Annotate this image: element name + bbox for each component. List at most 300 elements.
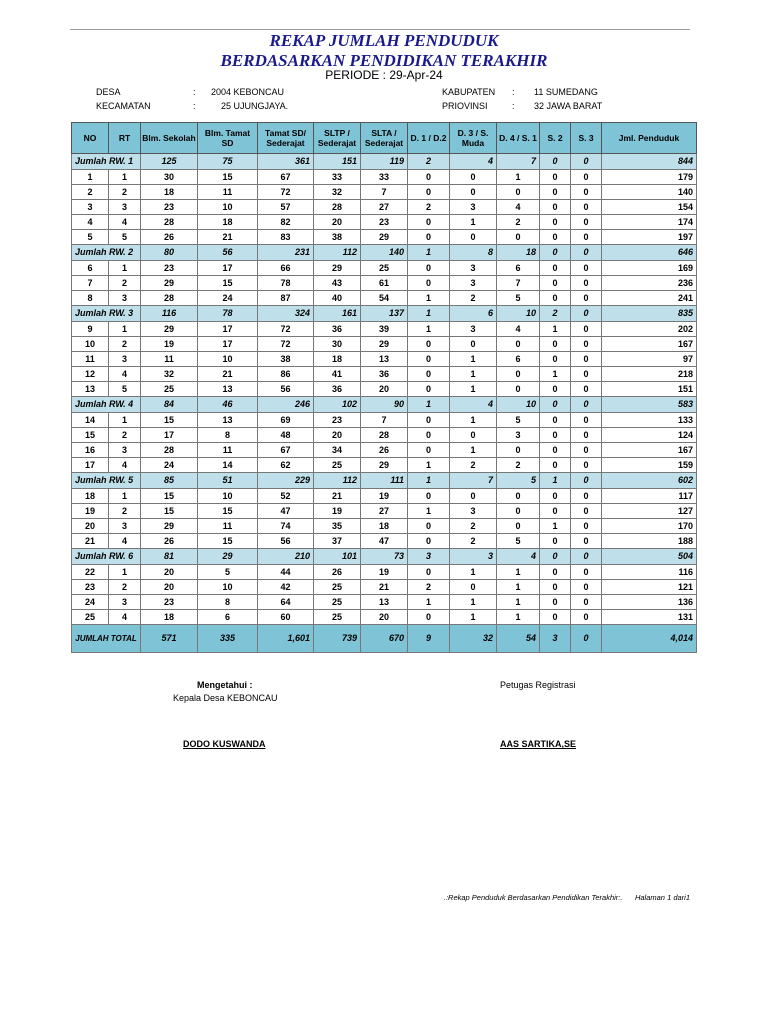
table-cell: 0 <box>571 382 602 397</box>
table-cell: 27 <box>361 200 408 215</box>
table-cell: 0 <box>497 382 540 397</box>
table-cell: 1 <box>450 610 497 625</box>
table-cell: 0 <box>540 580 571 595</box>
rw-subtotal-cell: 10 <box>497 397 540 413</box>
rw-subtotal-cell: 102 <box>314 397 361 413</box>
table-cell: 167 <box>602 337 697 352</box>
table-cell: 13 <box>198 382 258 397</box>
table-cell: 0 <box>540 200 571 215</box>
rw-subtotal-label: Jumlah RW. 5 <box>72 473 141 489</box>
grand-total-row <box>72 625 697 653</box>
rw-subtotal-row <box>72 397 697 413</box>
page-footer <box>380 893 690 902</box>
table-cell: 0 <box>497 519 540 534</box>
table-cell: 15 <box>141 504 198 519</box>
table-cell: 24 <box>141 458 198 473</box>
table-cell: 23 <box>314 413 361 428</box>
table-cell: 0 <box>450 185 497 200</box>
table-cell: 13 <box>361 595 408 610</box>
table-row <box>72 276 697 291</box>
report-title-line2: BERDASARKAN PENDIDIKAN TERAKHIR <box>220 51 548 70</box>
table-cell: 0 <box>540 352 571 367</box>
table-cell: 41 <box>314 367 361 382</box>
table-cell: 11 <box>198 185 258 200</box>
table-cell: 18 <box>361 519 408 534</box>
table-cell: 3 <box>109 352 141 367</box>
table-cell: 11 <box>198 519 258 534</box>
footer-text: .:Rekap Penduduk Berdasarkan Pendidikan Terakhir:. <box>443 893 623 902</box>
table-cell: 28 <box>314 200 361 215</box>
grand-total-cell: 335 <box>198 625 258 653</box>
rw-subtotal-cell: 137 <box>361 306 408 322</box>
table-cell: 16 <box>72 443 109 458</box>
table-cell: 0 <box>497 504 540 519</box>
table-cell: 29 <box>141 276 198 291</box>
table-cell: 5 <box>109 230 141 245</box>
table-cell: 29 <box>141 519 198 534</box>
table-cell: 0 <box>540 534 571 549</box>
table-cell: 25 <box>314 595 361 610</box>
table-cell: 0 <box>450 489 497 504</box>
table-cell: 21 <box>361 580 408 595</box>
table-cell: 0 <box>408 489 450 504</box>
table-cell: 7 <box>72 276 109 291</box>
table-cell: 0 <box>540 170 571 185</box>
table-cell: 72 <box>258 322 314 337</box>
table-cell: 9 <box>72 322 109 337</box>
table-row <box>72 337 697 352</box>
table-cell: 5 <box>497 534 540 549</box>
table-cell: 32 <box>141 367 198 382</box>
table-cell: 7 <box>361 413 408 428</box>
table-cell: 21 <box>198 230 258 245</box>
table-cell: 20 <box>314 215 361 230</box>
rw-subtotal-label: Jumlah RW. 1 <box>72 154 141 170</box>
table-cell: 6 <box>497 261 540 276</box>
table-cell: 36 <box>314 322 361 337</box>
table-cell: 0 <box>408 261 450 276</box>
table-cell: 0 <box>540 276 571 291</box>
table-cell: 0 <box>450 230 497 245</box>
periode-value: 29-Apr-24 <box>389 68 443 82</box>
rw-subtotal-cell: 4 <box>497 549 540 565</box>
provinsi-label: PRIOVINSI <box>442 101 488 111</box>
table-cell: 97 <box>602 352 697 367</box>
table-cell: 1 <box>497 170 540 185</box>
rw-subtotal-cell: 4 <box>450 397 497 413</box>
table-cell: 10 <box>198 352 258 367</box>
table-cell: 0 <box>497 367 540 382</box>
table-cell: 0 <box>408 276 450 291</box>
table-cell: 2 <box>109 276 141 291</box>
desa-colon: : <box>193 87 196 97</box>
table-cell: 0 <box>571 185 602 200</box>
table-cell: 3 <box>109 595 141 610</box>
table-cell: 40 <box>314 291 361 306</box>
table-cell: 0 <box>540 185 571 200</box>
table-cell: 29 <box>361 458 408 473</box>
table-cell: 1 <box>450 367 497 382</box>
table-cell: 19 <box>72 504 109 519</box>
table-cell: 23 <box>361 215 408 230</box>
table-row <box>72 504 697 519</box>
table-cell: 6 <box>497 352 540 367</box>
rw-subtotal-cell: 835 <box>602 306 697 322</box>
table-cell: 4 <box>109 610 141 625</box>
table-cell: 30 <box>314 337 361 352</box>
rw-subtotal-cell: 101 <box>314 549 361 565</box>
rekap-table <box>71 122 697 653</box>
table-cell: 26 <box>141 534 198 549</box>
col-header: SLTP / Sederajat <box>314 123 361 154</box>
table-cell: 0 <box>540 230 571 245</box>
table-cell: 0 <box>571 428 602 443</box>
table-cell: 47 <box>361 534 408 549</box>
table-cell: 2 <box>109 337 141 352</box>
table-cell: 72 <box>258 337 314 352</box>
table-cell: 57 <box>258 200 314 215</box>
table-cell: 1 <box>497 595 540 610</box>
petugas-name: AAS SARTIKA,SE <box>500 739 577 749</box>
table-cell: 14 <box>198 458 258 473</box>
rw-subtotal-cell: 80 <box>141 245 198 261</box>
table-row <box>72 413 697 428</box>
table-cell: 0 <box>540 610 571 625</box>
table-cell: 0 <box>571 504 602 519</box>
table-cell: 2 <box>109 185 141 200</box>
table-cell: 1 <box>450 413 497 428</box>
table-cell: 2 <box>497 215 540 230</box>
table-cell: 25 <box>361 261 408 276</box>
table-cell: 23 <box>141 595 198 610</box>
table-cell: 29 <box>141 322 198 337</box>
table-cell: 15 <box>198 170 258 185</box>
periode <box>0 68 768 82</box>
rw-subtotal-cell: 10 <box>497 306 540 322</box>
table-cell: 179 <box>602 170 697 185</box>
table-cell: 19 <box>361 489 408 504</box>
table-cell: 0 <box>571 580 602 595</box>
col-header: S. 3 <box>571 123 602 154</box>
table-cell: 18 <box>72 489 109 504</box>
rw-subtotal-cell: 116 <box>141 306 198 322</box>
table-cell: 56 <box>258 382 314 397</box>
table-cell: 0 <box>408 443 450 458</box>
table-cell: 24 <box>198 291 258 306</box>
provinsi-value: 32 JAWA BARAT <box>534 101 603 111</box>
table-cell: 37 <box>314 534 361 549</box>
table-cell: 3 <box>450 504 497 519</box>
table-cell: 0 <box>540 337 571 352</box>
table-cell: 2 <box>109 580 141 595</box>
grand-total-cell: 670 <box>361 625 408 653</box>
table-cell: 3 <box>109 519 141 534</box>
table-cell: 25 <box>72 610 109 625</box>
rw-subtotal-row <box>72 473 697 489</box>
table-cell: 0 <box>540 443 571 458</box>
table-cell: 26 <box>141 230 198 245</box>
rw-subtotal-cell: 125 <box>141 154 198 170</box>
table-cell: 0 <box>408 382 450 397</box>
col-header: Tamat SD/ Sederajat <box>258 123 314 154</box>
table-cell: 3 <box>450 322 497 337</box>
table-cell: 0 <box>571 458 602 473</box>
table-cell: 24 <box>72 595 109 610</box>
table-cell: 1 <box>408 322 450 337</box>
table-cell: 1 <box>497 580 540 595</box>
table-cell: 25 <box>314 580 361 595</box>
table-cell: 1 <box>450 595 497 610</box>
rw-subtotal-cell: 602 <box>602 473 697 489</box>
table-cell: 0 <box>571 519 602 534</box>
grand-total-label: JUMLAH TOTAL <box>72 625 141 653</box>
petugas-role: Petugas Registrasi <box>500 680 576 690</box>
table-cell: 0 <box>497 337 540 352</box>
table-cell: 10 <box>72 337 109 352</box>
table-cell: 4 <box>72 215 109 230</box>
rw-subtotal-cell: 151 <box>314 154 361 170</box>
table-cell: 0 <box>408 170 450 185</box>
rw-subtotal-cell: 844 <box>602 154 697 170</box>
table-cell: 29 <box>314 261 361 276</box>
table-cell: 17 <box>141 428 198 443</box>
kabupaten-label: KABUPATEN <box>442 87 496 97</box>
table-cell: 1 <box>109 489 141 504</box>
col-header: Blm. Sekolah <box>141 123 198 154</box>
table-cell: 15 <box>198 534 258 549</box>
table-cell: 17 <box>198 261 258 276</box>
table-row <box>72 458 697 473</box>
table-cell: 87 <box>258 291 314 306</box>
table-row <box>72 489 697 504</box>
table-cell: 0 <box>540 595 571 610</box>
table-cell: 1 <box>408 595 450 610</box>
table-cell: 2 <box>109 428 141 443</box>
table-cell: 2 <box>72 185 109 200</box>
table-cell: 0 <box>497 443 540 458</box>
table-cell: 3 <box>450 276 497 291</box>
rw-subtotal-row <box>72 306 697 322</box>
table-cell: 0 <box>408 337 450 352</box>
table-cell: 116 <box>602 565 697 580</box>
rw-subtotal-cell: 119 <box>361 154 408 170</box>
table-cell: 12 <box>72 367 109 382</box>
table-cell: 2 <box>450 291 497 306</box>
rw-subtotal-row <box>72 549 697 565</box>
rw-subtotal-label: Jumlah RW. 3 <box>72 306 141 322</box>
table-cell: 28 <box>141 215 198 230</box>
col-header: Blm. Tamat SD <box>198 123 258 154</box>
rw-subtotal-cell: 646 <box>602 245 697 261</box>
table-cell: 1 <box>450 443 497 458</box>
rw-subtotal-cell: 0 <box>540 154 571 170</box>
grand-total-cell: 1,601 <box>258 625 314 653</box>
table-cell: 17 <box>198 337 258 352</box>
table-cell: 2 <box>109 504 141 519</box>
table-cell: 13 <box>361 352 408 367</box>
table-cell: 13 <box>198 413 258 428</box>
report-title-line1: REKAP JUMLAH PENDUDUK <box>269 31 499 50</box>
table-cell: 0 <box>571 170 602 185</box>
desa-value: 2004 KEBONCAU <box>211 87 285 97</box>
table-cell: 33 <box>361 170 408 185</box>
table-row <box>72 428 697 443</box>
table-cell: 48 <box>258 428 314 443</box>
table-cell: 23 <box>141 200 198 215</box>
table-row <box>72 443 697 458</box>
rw-subtotal-cell: 75 <box>198 154 258 170</box>
table-cell: 1 <box>408 458 450 473</box>
periode-label: PERIODE : <box>325 68 386 82</box>
table-cell: 2 <box>408 200 450 215</box>
table-cell: 0 <box>540 428 571 443</box>
rw-subtotal-cell: 84 <box>141 397 198 413</box>
rw-subtotal-cell: 4 <box>450 154 497 170</box>
rw-subtotal-cell: 1 <box>408 306 450 322</box>
col-header: D. 3 / S. Muda <box>450 123 497 154</box>
rw-subtotal-label: Jumlah RW. 4 <box>72 397 141 413</box>
table-cell: 0 <box>540 261 571 276</box>
table-cell: 15 <box>198 276 258 291</box>
table-cell: 18 <box>314 352 361 367</box>
rw-subtotal-cell: 81 <box>141 549 198 565</box>
table-cell: 218 <box>602 367 697 382</box>
table-cell: 11 <box>72 352 109 367</box>
table-row <box>72 322 697 337</box>
table-cell: 3 <box>497 428 540 443</box>
table-cell: 14 <box>72 413 109 428</box>
table-cell: 121 <box>602 580 697 595</box>
rw-subtotal-cell: 0 <box>571 154 602 170</box>
table-cell: 22 <box>72 565 109 580</box>
table-cell: 67 <box>258 170 314 185</box>
table-cell: 5 <box>198 565 258 580</box>
kepala-desa-role: Kepala Desa KEBONCAU <box>173 693 278 703</box>
table-cell: 0 <box>540 413 571 428</box>
table-cell: 0 <box>540 458 571 473</box>
table-cell: 0 <box>571 337 602 352</box>
table-cell: 1 <box>540 519 571 534</box>
table-cell: 6 <box>198 610 258 625</box>
table-cell: 38 <box>314 230 361 245</box>
table-row <box>72 382 697 397</box>
table-header-row <box>72 123 697 154</box>
table-cell: 18 <box>198 215 258 230</box>
table-cell: 11 <box>141 352 198 367</box>
rw-subtotal-cell: 361 <box>258 154 314 170</box>
table-cell: 25 <box>314 610 361 625</box>
table-cell: 29 <box>361 337 408 352</box>
table-cell: 20 <box>141 565 198 580</box>
rw-subtotal-cell: 0 <box>571 306 602 322</box>
table-cell: 19 <box>141 337 198 352</box>
table-cell: 1 <box>450 382 497 397</box>
grand-total-cell: 0 <box>571 625 602 653</box>
table-cell: 15 <box>141 413 198 428</box>
table-cell: 0 <box>408 230 450 245</box>
col-header: S. 2 <box>540 123 571 154</box>
table-cell: 159 <box>602 458 697 473</box>
table-row <box>72 580 697 595</box>
table-cell: 1 <box>109 170 141 185</box>
rw-subtotal-cell: 246 <box>258 397 314 413</box>
table-cell: 64 <box>258 595 314 610</box>
rw-subtotal-cell: 2 <box>408 154 450 170</box>
table-cell: 11 <box>198 443 258 458</box>
table-cell: 0 <box>571 565 602 580</box>
table-cell: 124 <box>602 428 697 443</box>
rw-subtotal-cell: 229 <box>258 473 314 489</box>
table-cell: 0 <box>571 261 602 276</box>
table-cell: 1 <box>109 322 141 337</box>
table-cell: 133 <box>602 413 697 428</box>
table-cell: 8 <box>72 291 109 306</box>
table-cell: 0 <box>571 322 602 337</box>
table-cell: 0 <box>408 534 450 549</box>
table-cell: 2 <box>408 580 450 595</box>
table-cell: 54 <box>361 291 408 306</box>
rw-subtotal-cell: 85 <box>141 473 198 489</box>
rw-subtotal-cell: 1 <box>408 473 450 489</box>
table-cell: 2 <box>497 458 540 473</box>
table-cell: 1 <box>497 565 540 580</box>
table-row <box>72 291 697 306</box>
grand-total-cell: 9 <box>408 625 450 653</box>
rw-subtotal-cell: 112 <box>314 245 361 261</box>
rw-subtotal-cell: 583 <box>602 397 697 413</box>
table-cell: 0 <box>571 215 602 230</box>
table-cell: 32 <box>314 185 361 200</box>
table-cell: 0 <box>497 185 540 200</box>
rw-subtotal-cell: 0 <box>571 397 602 413</box>
col-header: NO <box>72 123 109 154</box>
table-cell: 7 <box>361 185 408 200</box>
table-cell: 167 <box>602 443 697 458</box>
table-cell: 0 <box>571 610 602 625</box>
table-cell: 69 <box>258 413 314 428</box>
table-cell: 34 <box>314 443 361 458</box>
table-cell: 15 <box>141 489 198 504</box>
table-body <box>72 154 697 625</box>
table-cell: 0 <box>571 595 602 610</box>
kecamatan-label: KECAMATAN <box>96 101 151 111</box>
table-cell: 36 <box>361 367 408 382</box>
table-cell: 2 <box>450 458 497 473</box>
table-cell: 66 <box>258 261 314 276</box>
table-cell: 0 <box>571 276 602 291</box>
table-row <box>72 261 697 276</box>
footer-page: Halaman 1 dari1 <box>634 893 690 902</box>
table-cell: 1 <box>540 367 571 382</box>
table-cell: 25 <box>314 458 361 473</box>
table-row <box>72 519 697 534</box>
table-cell: 20 <box>361 382 408 397</box>
kecamatan-colon: : <box>193 101 196 111</box>
table-cell: 44 <box>258 565 314 580</box>
table-cell: 0 <box>571 489 602 504</box>
table-cell: 19 <box>314 504 361 519</box>
rw-subtotal-row <box>72 245 697 261</box>
table-cell: 3 <box>72 200 109 215</box>
rw-subtotal-cell: 90 <box>361 397 408 413</box>
table-row <box>72 534 697 549</box>
table-cell: 154 <box>602 200 697 215</box>
table-cell: 33 <box>314 170 361 185</box>
table-cell: 170 <box>602 519 697 534</box>
table-cell: 1 <box>109 261 141 276</box>
table-cell: 74 <box>258 519 314 534</box>
grand-total-cell: 4,014 <box>602 625 697 653</box>
